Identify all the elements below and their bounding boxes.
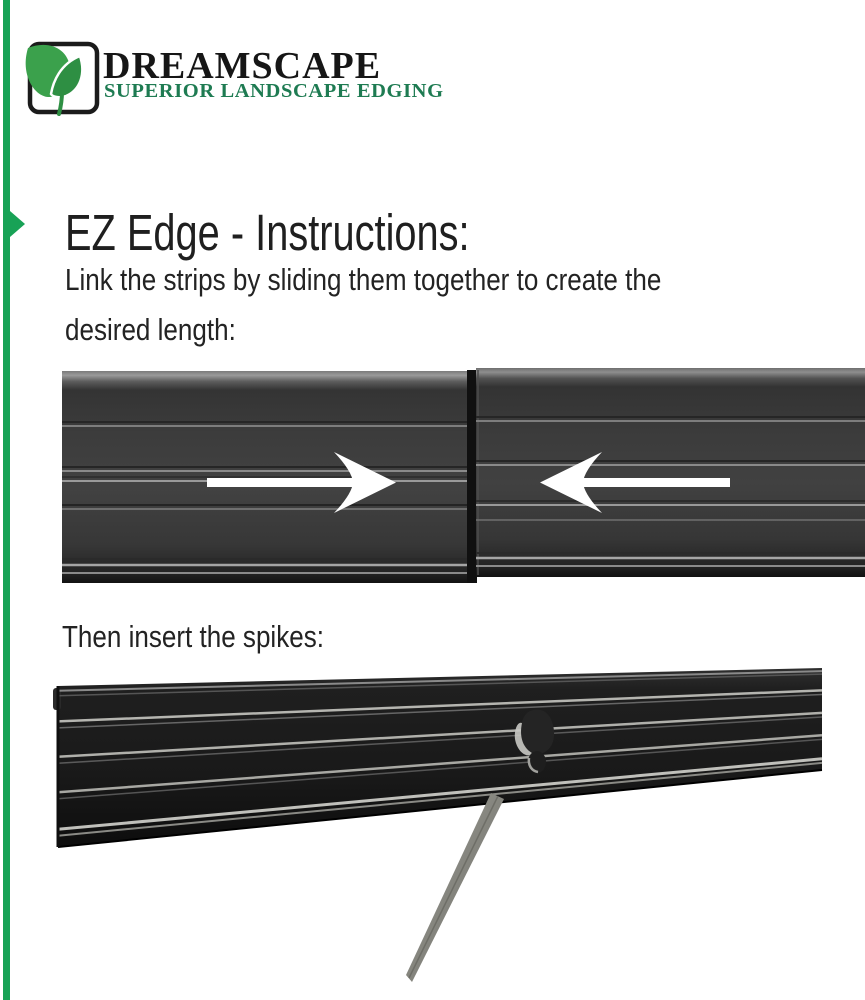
leaf-icon bbox=[26, 45, 83, 114]
step1-line1: Link the strips by sliding them together to create the bbox=[65, 262, 662, 297]
strip-seam bbox=[467, 370, 477, 583]
figure-slide-strips bbox=[62, 368, 865, 585]
edging-strip-right bbox=[476, 368, 865, 577]
edging-strip bbox=[53, 668, 822, 847]
step1-text bbox=[65, 255, 661, 355]
dreamscape-logo-icon bbox=[18, 34, 102, 120]
section-marker-triangle-icon bbox=[10, 211, 25, 237]
brand-header bbox=[0, 0, 500, 130]
left-accent-bar bbox=[3, 0, 10, 1000]
brand-tagline: SUPERIOR LANDSCAPE EDGING bbox=[104, 80, 444, 102]
step2-text: Then insert the spikes: bbox=[62, 619, 324, 654]
figure-insert-spike bbox=[40, 655, 865, 1000]
step1-line2: desired length: bbox=[65, 312, 236, 347]
edging-strip-left bbox=[62, 371, 471, 583]
page-title: EZ Edge - Instructions: bbox=[65, 204, 470, 261]
brand-name: DREAMSCAPE bbox=[103, 45, 382, 87]
